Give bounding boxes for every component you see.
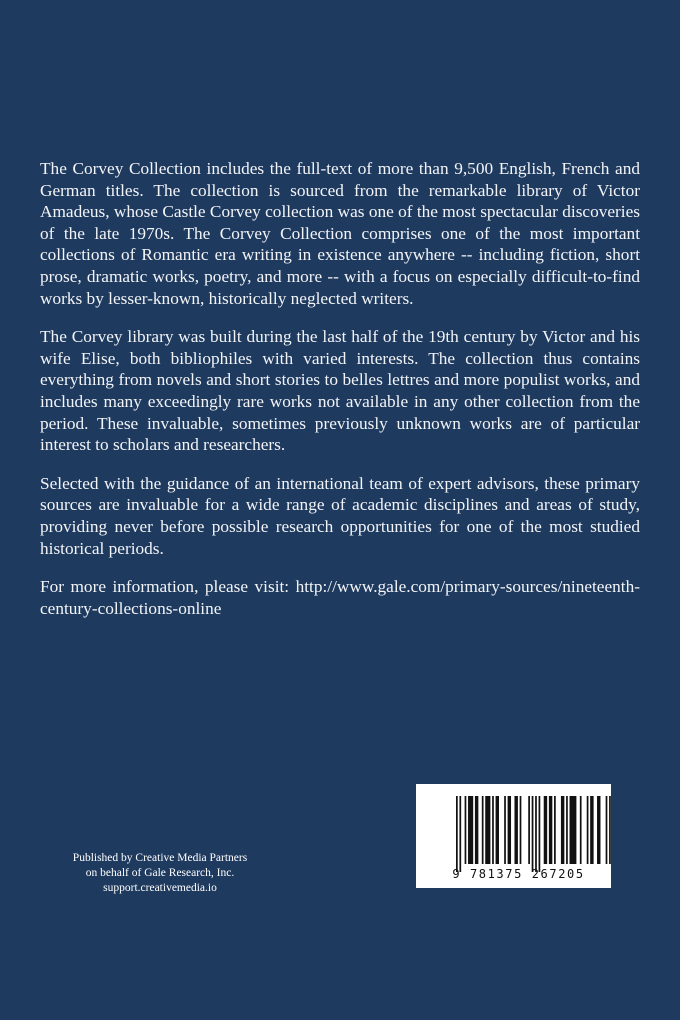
barcode-bar [554, 796, 556, 864]
barcode-bar [508, 796, 511, 864]
barcode-bar [587, 796, 589, 864]
barcode-bar [535, 796, 537, 872]
barcode-bar [468, 796, 473, 864]
barcode-bar [492, 796, 494, 864]
barcode-bar [504, 796, 506, 864]
barcode-bar [485, 796, 490, 864]
publisher-info [40, 851, 280, 896]
description-paragraph-3: Selected with the guidance of an international team of expert advisors, these primary sources are invaluable for a wide range of academic disciplines and areas of study, providing never before possible research opportunities for one of the most studied historical periods. [40, 473, 640, 558]
barcode-bar [514, 796, 517, 864]
barcode-bar [606, 796, 608, 864]
publisher-behalf-line: on behalf of Gale Research, Inc. [85, 867, 235, 879]
barcode-bar [580, 796, 582, 864]
barcode-bar [549, 796, 552, 864]
barcode-bar [456, 796, 458, 872]
barcode-bar [475, 796, 478, 864]
barcode-bar [561, 796, 564, 864]
publisher-support-line: support.creativemedia.io [103, 882, 217, 894]
description-paragraph-2: The Corvey library was built during the last half of the 19th century by Victor and his wife Elise, both bibliophiles with varied interests. The collection thus contains everything from novels and short stories to belles lettres and more populist works, and includes many exceedingly rare works not available in any other collection from the period. These invaluable, sometimes previously unknown works are of particular interest to scholars and researchers. [40, 327, 640, 455]
isbn-number: 9 781375 267205 [452, 867, 585, 881]
description-paragraph-1: The Corvey Collection includes the full-text of more than 9,500 English, French and German titles. The collection is sourced from the remarkable library of Victor Amadeus, whose Castle Corvey collection was one of the most spectacular discoveries of the late 1970s. The Corvey Collection comprises one of the most important collections of Romantic era writing in existence anywhere -- including fiction, short prose, dramatic works, poetry, and more -- with a focus on especially difficult-to-find works by lesser-known, historically neglected writers. [40, 159, 640, 308]
description-block [40, 158, 640, 636]
isbn-barcode [416, 784, 611, 888]
barcode-bar [532, 796, 534, 872]
barcode-bar [465, 796, 467, 864]
barcode-bar [528, 796, 530, 864]
barcode-bar [566, 796, 568, 864]
barcode-bar [539, 796, 541, 872]
barcode-bar [590, 796, 593, 864]
barcode-bar [570, 796, 577, 864]
barcode-bar [496, 796, 499, 864]
barcode-bar [482, 796, 484, 864]
barcode-bar [544, 796, 547, 864]
barcode-bar [597, 796, 600, 864]
barcode-bar [609, 796, 611, 864]
barcode-bar [520, 796, 522, 864]
barcode-bar [459, 796, 461, 872]
more-info-paragraph: For more information, please visit: http://www.gale.com/primary-sources/nineteenth-century-collections-online [40, 577, 640, 618]
publisher-line: Published by Creative Media Partners [72, 852, 248, 864]
